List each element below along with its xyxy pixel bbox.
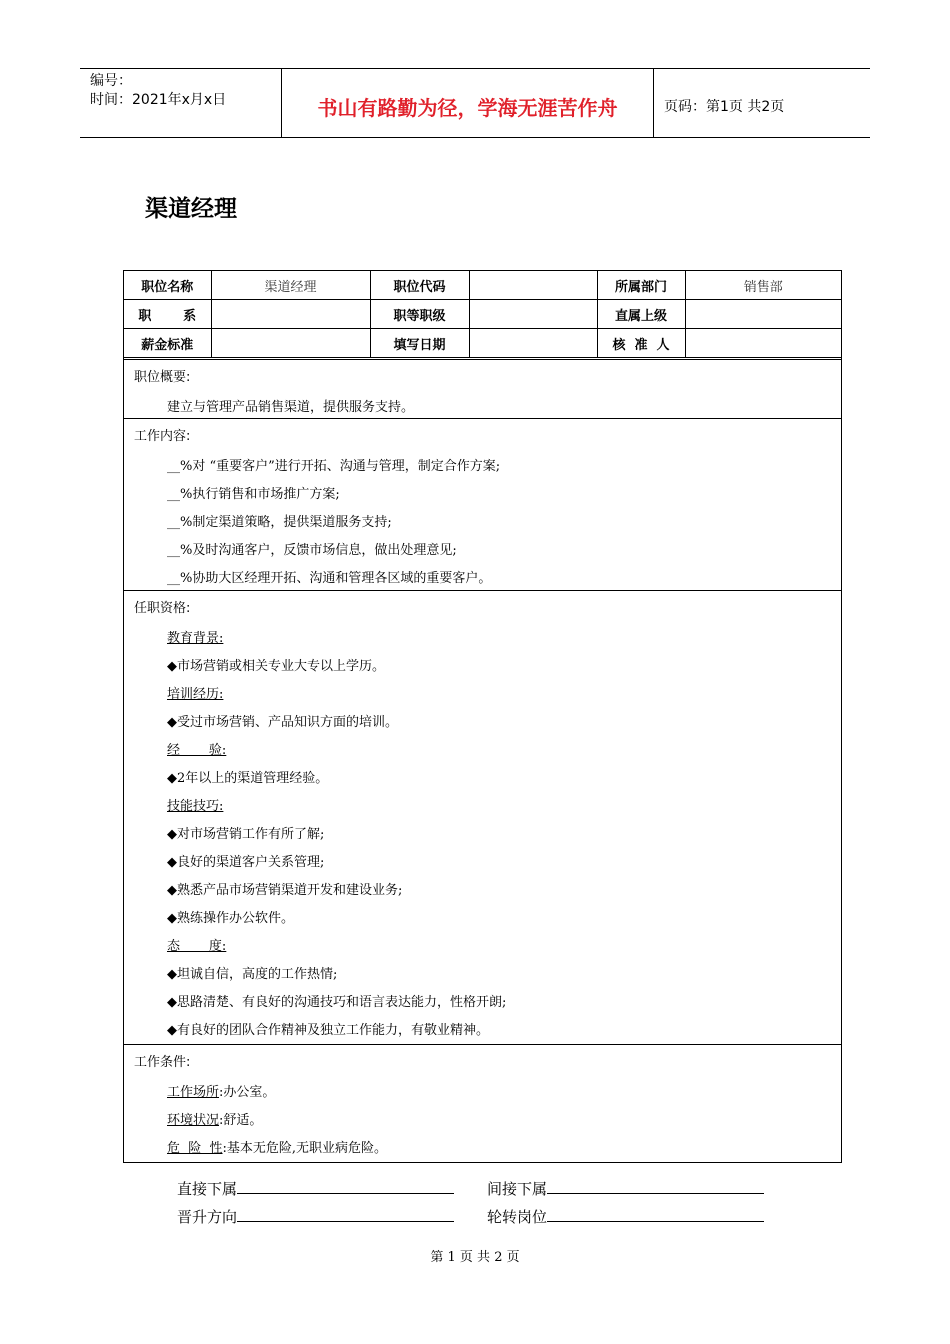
indirect-subordinate-blank[interactable] [547,1177,764,1194]
conditions-heading: 工作条件: [134,1055,191,1070]
duties-heading: 工作内容: [134,429,191,444]
number-label: 编号： [90,73,132,89]
job-family-label: 职 系 [124,300,211,329]
header-motto: 书山有路勤为径，学海无涯苦作舟 [282,69,654,137]
time-label: 时间：2021年x月x日 [90,92,227,108]
work-place-line [167,1081,275,1100]
indirect-subordinate-label: 间接下属 [487,1180,548,1198]
environment-line [167,1109,262,1128]
promotion-field [177,1205,454,1227]
header-page-label: 页码：第1页 共2页 [664,99,785,115]
direct-subordinate-label: 直接下属 [177,1180,238,1198]
list-item: ◆熟练操作办公软件。 [167,911,294,926]
training-label: 培训经历: [167,687,224,702]
grade-value [469,300,597,329]
page-title: 渠道经理 [145,196,237,222]
fill-date-value [469,329,597,358]
list-item: __%执行销售和市场推广方案; [167,487,340,502]
salary-label: 薪金标准 [124,329,211,358]
job-description-form [123,270,842,1163]
list-item: __%对 “重要客户”进行开拓、沟通与管理，制定合作方案; [167,459,501,474]
list-item: __%制定渠道策略，提供渠道服务支持; [167,515,392,530]
position-name-value: 渠道经理 [211,271,370,300]
list-item: ◆坦诚自信，高度的工作热情; [167,967,338,982]
supervisor-label: 直属上级 [597,300,685,329]
risk-label: 危 险 性 [167,1141,223,1156]
skills-label: 技能技巧: [167,799,224,814]
position-code-value [469,271,597,300]
list-item: ◆对市场营销工作有所了解; [167,827,325,842]
list-item: ◆熟悉产品市场营销渠道开发和建设业务; [167,883,403,898]
list-item: ◆有良好的团队合作精神及独立工作能力，有敬业精神。 [167,1023,489,1038]
direct-subordinate-blank[interactable] [237,1177,454,1194]
overview-heading: 职位概要: [134,370,191,385]
experience-item: ◆2年以上的渠道管理经验。 [167,771,329,786]
attitude-label: 态 度: [167,939,227,954]
list-item: ◆思路清楚、有良好的沟通技巧和语言表达能力，性格开朗; [167,995,507,1010]
table-row [124,271,841,300]
promotion-blank[interactable] [237,1205,454,1222]
supervisor-value [685,300,841,329]
environment-label: 环境状况 [167,1113,220,1128]
risk-value: :基本无危险,无职业病危险。 [222,1141,388,1156]
overview-section [124,359,841,418]
risk-line [167,1137,387,1156]
page-number: 第 1 页 共 2 页 [430,1250,520,1265]
approver-value [685,329,841,358]
experience-label: 经 验: [167,743,227,758]
header-meta-cell [80,69,282,137]
fill-date-label: 填写日期 [370,329,469,358]
overview-text: 建立与管理产品销售渠道，提供服务支持。 [167,400,415,415]
rotation-blank[interactable] [547,1205,764,1222]
work-place-value: :办公室。 [219,1085,276,1100]
training-item: ◆受过市场营销、产品知识方面的培训。 [167,715,398,730]
environment-value: :舒适。 [219,1113,263,1128]
document-header [80,68,870,138]
salary-value [211,329,370,358]
position-name-label: 职位名称 [124,271,211,300]
indirect-subordinate-field [487,1177,764,1199]
rotation-field [487,1205,764,1227]
list-item: __%及时沟通客户，反馈市场信息，做出处理意见; [167,543,457,558]
education-label: 教育背景: [167,631,224,646]
job-family-value [211,300,370,329]
grade-label: 职等职级 [370,300,469,329]
promotion-label: 晋升方向 [177,1208,238,1226]
position-code-label: 职位代码 [370,271,469,300]
qualifications-heading: 任职资格: [134,601,191,616]
table-row [124,329,841,358]
education-item: ◆市场营销或相关专业大专以上学历。 [167,659,385,674]
qualifications-section [124,590,841,1044]
approver-label: 核 准 人 [597,329,685,358]
position-info-table [124,271,841,358]
direct-subordinate-field [177,1177,454,1199]
department-label: 所属部门 [597,271,685,300]
list-item: ◆良好的渠道客户关系管理; [167,855,325,870]
department-value: 销售部 [685,271,841,300]
duties-section [124,418,841,591]
rotation-label: 轮转岗位 [487,1208,548,1226]
work-place-label: 工作场所 [167,1085,220,1100]
table-row [124,300,841,329]
list-item: __%协助大区经理开拓、沟通和管理各区域的重要客户。 [167,571,492,586]
conditions-section [124,1044,841,1162]
